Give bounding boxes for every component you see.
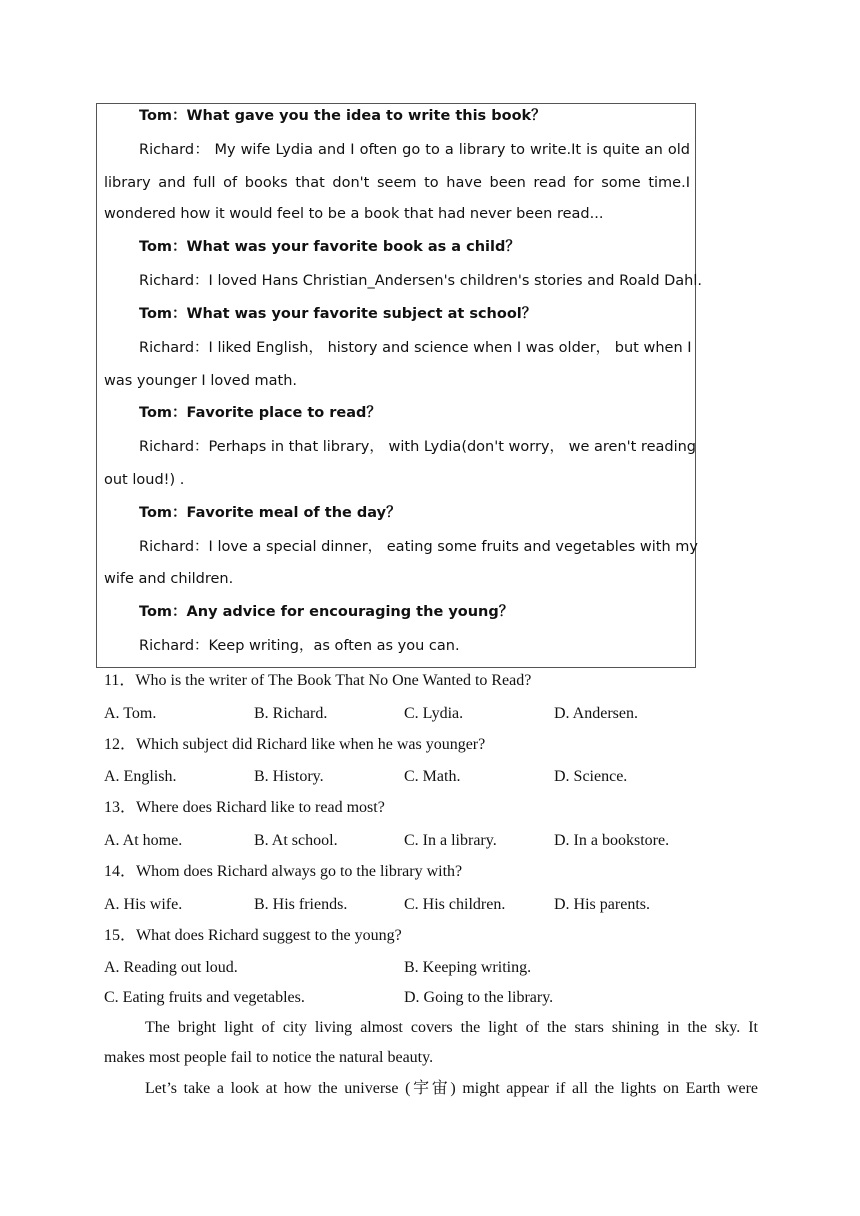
question-stem: 12．Which subject did Richard like when he was younger? xyxy=(104,736,486,753)
option-d: D. Science. xyxy=(554,768,628,785)
interview-answer-line: was younger I loved math. xyxy=(104,373,298,389)
interview-answer-line: Richard： My wife Lydia and I often go to a library to write.It is quite an old xyxy=(139,142,690,158)
option-a: A. Reading out loud. xyxy=(104,959,238,976)
option-b: B. His friends. xyxy=(254,896,348,913)
question-stem: 13．Where does Richard like to read most? xyxy=(104,799,385,816)
passage-line: Let’s take a look at how the universe (宇宙) might appear if all the lights on Earth were xyxy=(145,1080,758,1097)
interview-question: Tom：Favorite meal of the day？ xyxy=(139,505,401,521)
option-b: B. Keeping writing. xyxy=(404,959,532,976)
interview-answer-line: Richard：Perhaps in that library， with Lydia(don't worry， we aren't reading xyxy=(139,439,696,455)
interview-answer-line: Richard：I loved Hans Christian_Andersen's children's stories and Roald Dahl. xyxy=(139,273,703,289)
interview-answer-line: Richard：I liked English， history and science when I was older， but when I xyxy=(139,340,692,356)
interview-question: Tom：Favorite place to read？ xyxy=(139,405,381,421)
question-stem: 15．What does Richard suggest to the young? xyxy=(104,927,402,944)
option-c: C. Eating fruits and vegetables. xyxy=(104,989,305,1006)
option-a: A. His wife. xyxy=(104,896,183,913)
option-a: A. At home. xyxy=(104,832,183,849)
option-d: D. In a bookstore. xyxy=(554,832,670,849)
interview-answer-line: out loud!) . xyxy=(104,472,185,488)
option-a: A. Tom. xyxy=(104,705,157,722)
option-c: C. Lydia. xyxy=(404,705,464,722)
interview-question: Tom：What gave you the idea to write this book？ xyxy=(139,108,546,124)
interview-answer-line: wondered how it would feel to be a book that had never been read... xyxy=(104,206,604,222)
interview-answer-line: Richard：Keep writing，as often as you can. xyxy=(139,638,460,654)
interview-question: Tom：Any advice for encouraging the young？ xyxy=(139,604,514,620)
option-c: C. His children. xyxy=(404,896,506,913)
option-d: D. Andersen. xyxy=(554,705,638,722)
option-b: B. History. xyxy=(254,768,324,785)
interview-answer-line: wife and children. xyxy=(104,571,234,587)
option-c: C. Math. xyxy=(404,768,461,785)
option-b: B. Richard. xyxy=(254,705,328,722)
interview-answer-line: library and full of books that don't seem to have been read for some time.I xyxy=(104,175,690,191)
interview-question: Tom：What was your favorite book as a child？ xyxy=(139,239,520,255)
interview-question: Tom：What was your favorite subject at school？ xyxy=(139,306,537,322)
option-a: A. English. xyxy=(104,768,177,785)
passage-line: The bright light of city living almost covers the light of the stars shining in the sky. It xyxy=(145,1019,758,1036)
option-b: B. At school. xyxy=(254,832,338,849)
option-d: D. His parents. xyxy=(554,896,650,913)
interview-answer-line: Richard：I love a special dinner， eating some fruits and vegetables with my xyxy=(139,539,698,555)
option-d: D. Going to the library. xyxy=(404,989,554,1006)
question-stem: 14．Whom does Richard always go to the library with? xyxy=(104,863,463,880)
passage-line: makes most people fail to notice the natural beauty. xyxy=(104,1049,434,1066)
option-c: C. In a library. xyxy=(404,832,497,849)
question-stem: 11．Who is the writer of The Book That No One Wanted to Read? xyxy=(104,672,532,689)
